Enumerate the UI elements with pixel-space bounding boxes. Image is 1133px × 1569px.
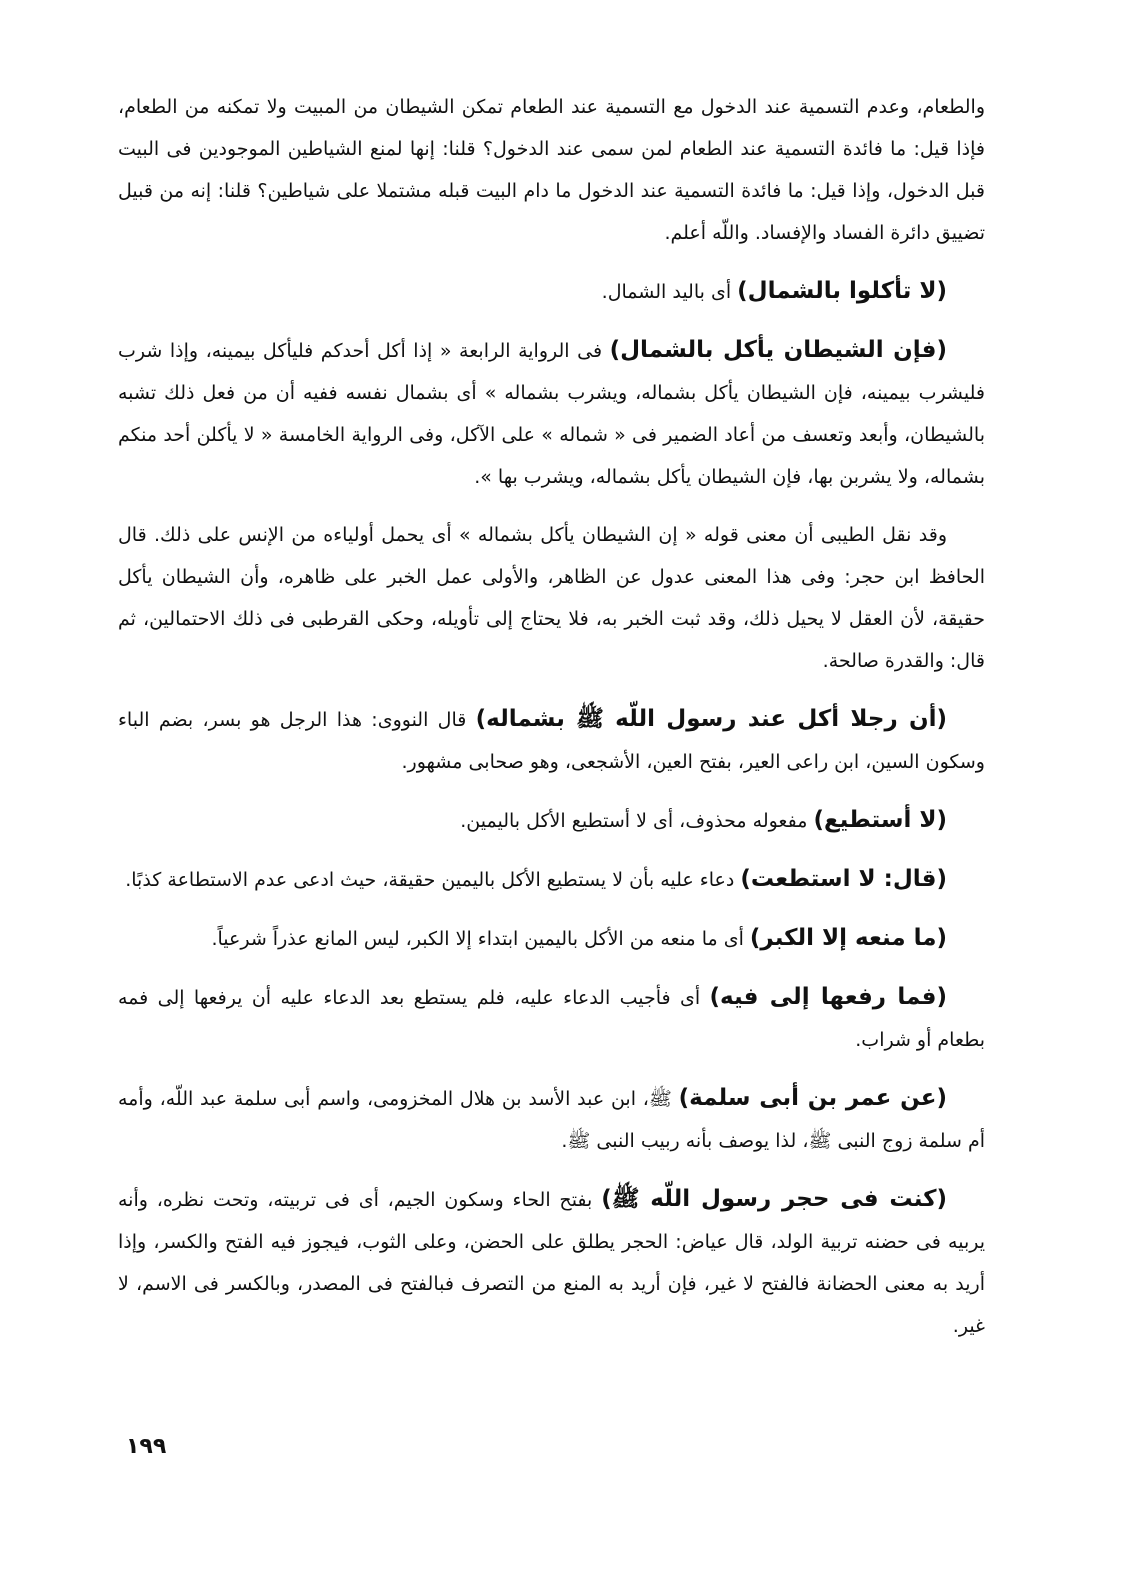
paragraph-heading: (لا أستطيع) xyxy=(813,807,947,833)
paragraph-text: ﷺ، ابن عبد الأسد بن هلال المخزومى، واسم أبى سلمة عبد اللّه، وأمه أم سلمة زوج النبى ﷺ، لذا يوصف بأنه ربيب النبى ﷺ. xyxy=(118,1088,985,1152)
paragraph-text: وقد نقل الطيبى أن معنى قوله « إن الشيطان يأكل بشماله » أى يحمل أولياءه من الإنس على ذلك. قال الحافظ ابن حجر: وفى هذا المعنى عدول عن الظاهر، والأولى عمل الخبر على ظاهره، وأن الشيطان يأكل حقيقة، لأن العقل لا يحيل ذلك، وقد ثبت الخبر به، فلا يحتاج إلى تأويله، وحكى القرطبى فى ذلك الاحتمالين، ثم قال: والقدرة صالحة. xyxy=(118,524,985,672)
paragraph-heading: (فما رفعها إلى فيه) xyxy=(709,984,947,1010)
paragraph-text: بفتح الحاء وسكون الجيم، أى فى تربيته، وتحت نظره، وأنه يربيه فى حضنه تربية الولد، قال عياض: الحجر يطلق على الحضن، وعلى الثوب، فيجوز فيه الفتح والكسر، وإذا أريد به معنى الحضانة فالفتح لا غير، فإن أريد به المنع من التصرف فبالفتح فى المصدر، وبالكسر فى الاسم، لا غير. xyxy=(118,1189,985,1337)
paragraph-text: أى باليد الشمال. xyxy=(601,281,732,303)
paragraph-heading: (كنت فى حجر رسول اللّه ﷺ) xyxy=(601,1186,947,1212)
paragraph-text: قال النووى: هذا الرجل هو بسر، بضم الباء وسكون السين، ابن راعى العير، بفتح العين، الأشجعى، وهو صحابى مشهور. xyxy=(118,709,985,773)
paragraph-8 xyxy=(118,917,985,960)
paragraph-7 xyxy=(118,858,985,901)
paragraph-heading: (لا تأكلوا بالشمال) xyxy=(737,278,947,304)
paragraph-4 xyxy=(118,514,985,682)
paragraph-6 xyxy=(118,799,985,842)
paragraph-2 xyxy=(118,270,985,313)
paragraph-text: فى الرواية الرابعة « إذا أكل أحدكم فليأكل بيمينه، وإذا شرب فليشرب بيمينه، فإن الشيطان يأكل بشماله، ويشرب بشماله » أى بشمال نفسه ففيه أن من فعل ذلك تشبه بالشيطان، وأبعد وتعسف من أعاد الضمير فى « شماله » على الآكل، وفى الرواية الخامسة « لا يأكلن أحد منكم بشماله، ولا يشربن بها، فإن الشيطان يأكل بشماله، ويشرب بها ». xyxy=(118,340,985,488)
paragraph-11 xyxy=(118,1178,985,1347)
paragraph-3 xyxy=(118,329,985,498)
paragraph-text: دعاء عليه بأن لا يستطيع الأكل باليمين حقيقة، حيث ادعى عدم الاستطاعة كذبًا. xyxy=(125,869,735,891)
paragraph-text: والطعام، وعدم التسمية عند الدخول مع التسمية عند الطعام تمكن الشيطان من المبيت ولا تمكنه من الطعام، فإذا قيل: ما فائدة التسمية عند الطعام لمن سمى عند الدخول؟ قلنا: إنها لمنع الشياطين الموجودين فى البيت قبل الدخول، وإذا قيل: ما فائدة التسمية عند الدخول ما دام البيت قبله مشتملا على شياطين؟ قلنا: إنه من قبيل تضييق دائرة الفساد والإفساد. واللّه أعلم. xyxy=(118,96,985,244)
paragraph-1 xyxy=(118,86,985,254)
paragraph-text: أى ما منعه من الأكل باليمين ابتداء إلا الكبر، ليس المانع عذراً شرعياً. xyxy=(211,928,744,950)
paragraph-heading: (أن رجلا أكل عند رسول اللّه ﷺ بشماله) xyxy=(475,706,947,732)
paragraph-heading: (فإن الشيطان يأكل بالشمال) xyxy=(609,337,947,363)
text-block xyxy=(118,86,985,1363)
paragraph-heading: (قال: لا استطعت) xyxy=(740,866,947,892)
paragraph-text: أى فأجيب الدعاء عليه، فلم يستطع بعد الدعاء عليه أن يرفعها إلى فمه بطعام أو شراب. xyxy=(118,987,985,1051)
paragraph-heading: (ما منعه إلا الكبر) xyxy=(749,925,947,951)
paragraph-5 xyxy=(118,698,985,783)
paragraph-text: مفعوله محذوف، أى لا أستطيع الأكل باليمين. xyxy=(460,810,808,832)
paragraph-9 xyxy=(118,976,985,1061)
paragraph-heading: (عن عمر بن أبى سلمة) xyxy=(678,1085,947,1111)
page-number: ١٩٩ xyxy=(126,1434,167,1459)
paragraph-10 xyxy=(118,1077,985,1162)
